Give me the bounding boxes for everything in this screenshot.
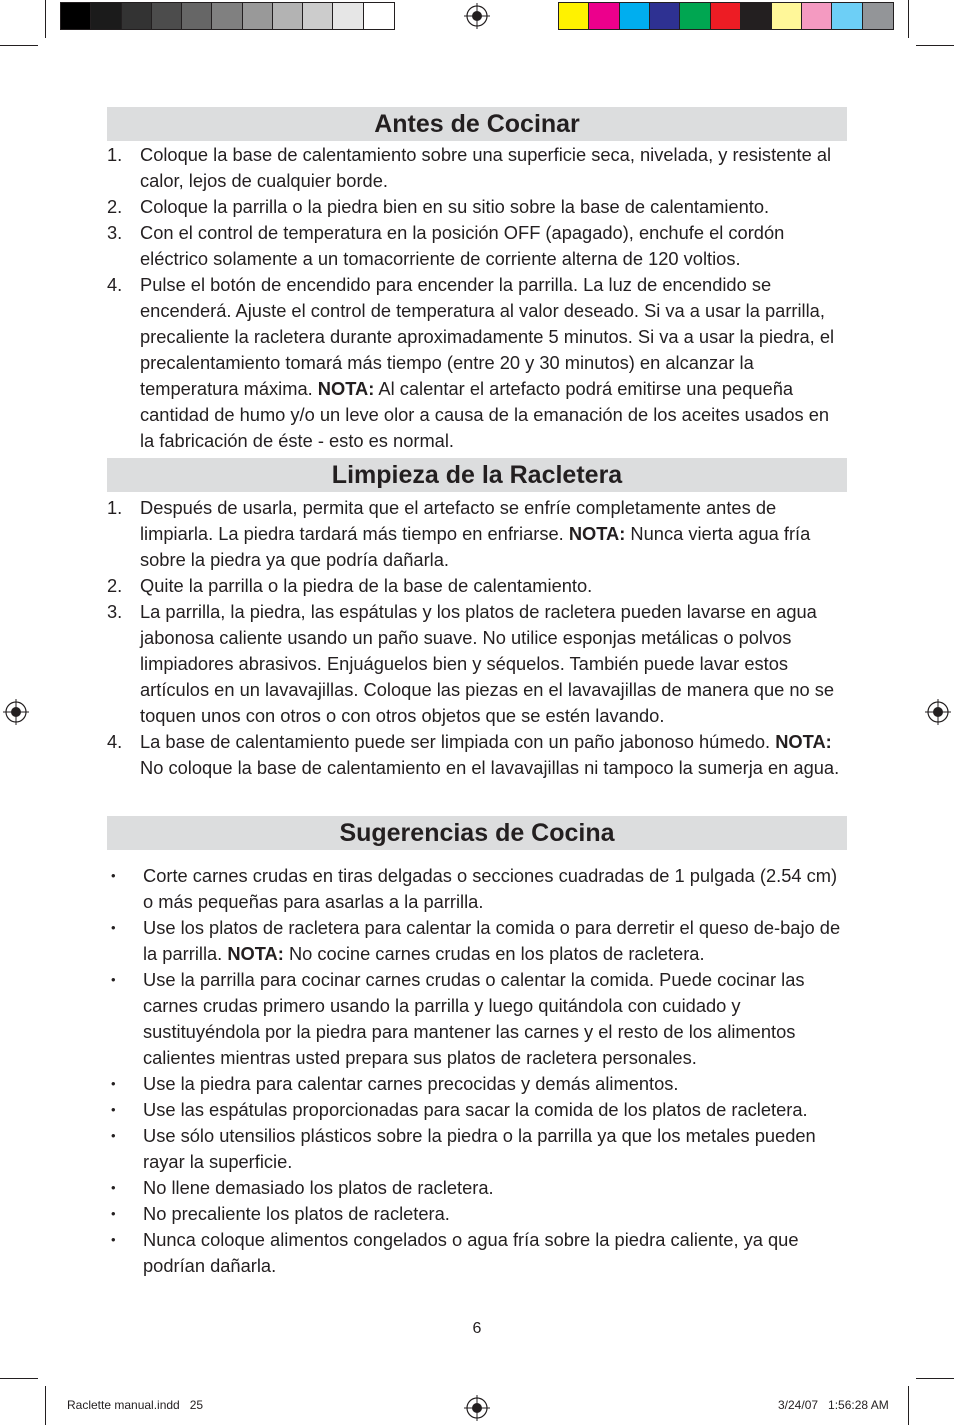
crop-mark: [916, 1378, 954, 1379]
color-swatch: [589, 3, 619, 29]
crop-mark: [45, 1386, 46, 1425]
list-item: [107, 194, 847, 220]
color-swatch: [333, 3, 363, 29]
color-swatch: [832, 3, 862, 29]
bullet-icon: •: [111, 1128, 116, 1143]
list-item: [107, 495, 847, 573]
item-number: 3.: [107, 601, 123, 622]
item-text: No cocine carnes crudas en los platos de racletera.: [283, 943, 705, 964]
item-text: Nunca coloque alimentos congelados o agua fría sobre la piedra caliente, ya que podrían dañarla.: [143, 1229, 799, 1276]
list-item: [107, 599, 847, 729]
grayscale-color-bar: [60, 2, 395, 30]
list-item: [107, 220, 847, 272]
color-swatch: [741, 3, 771, 29]
item-text: Coloque la base de calentamiento sobre una superficie seca, nivelada, y resistente al calor, lejos de cualquier borde.: [140, 144, 832, 191]
crop-mark: [0, 1378, 38, 1379]
list-item: [107, 863, 847, 915]
list-item: [107, 1175, 847, 1201]
section-title-limpieza: Limpieza de la Racletera: [107, 458, 847, 492]
item-text: Quite la parrilla o la piedra de la base de calentamiento.: [140, 575, 593, 596]
bullet-icon: •: [111, 868, 116, 883]
item-text: La parrilla, la piedra, las espátulas y los platos de racletera pueden lavarse en agua jabonosa caliente usando un paño suave. No utilice esponjas metálicas o polvos limpiadores abrasivos. Enjuáguelos bien y séquelos. También puede lavar estos artículos en un lavavajillas. Coloque las piezas en el lavavajillas de manera que no se toquen unos con otros o con otros objetos que se estén lavando.: [140, 601, 835, 726]
list-item: [107, 1071, 847, 1097]
item-text: Use la parrilla para cocinar carnes crudas o calentar la comida. Puede cocinar las carnes crudas primero usando la parrilla y luego quitándola con cuidado y sustituyéndola por la piedra para mantener las carnes y el resto de los alimentos calientes mientras usted prepara sus platos de racletera personales.: [143, 969, 805, 1068]
item-text: Después de usarla, permita que el artefacto se enfríe completamente antes de limpiarla. La piedra tardará más tiempo en enfriarse.: [140, 497, 777, 544]
registration-mark-icon: [464, 3, 490, 29]
item-text: Use la piedra para calentar carnes precocidas y demás alimentos.: [143, 1073, 679, 1094]
color-swatch: [863, 3, 893, 29]
color-swatch: [650, 3, 680, 29]
color-swatch: [212, 3, 242, 29]
item-text: No precaliente los platos de racletera.: [143, 1203, 450, 1224]
color-swatch: [772, 3, 802, 29]
note-label: NOTA:: [568, 523, 626, 544]
registration-mark-icon: [925, 699, 951, 725]
crop-mark: [45, 0, 46, 38]
list-item: [107, 729, 847, 781]
item-number: 3.: [107, 222, 123, 243]
bullet-icon: •: [111, 1102, 116, 1117]
item-text: Use sólo utensilios plásticos sobre la piedra o la parrilla ya que los metales pueden rayar la superficie.: [143, 1125, 816, 1172]
color-swatch: [559, 3, 589, 29]
list-item: [107, 272, 847, 454]
registration-mark-icon: [464, 1395, 490, 1421]
crop-mark: [908, 1386, 909, 1425]
item-number: 1.: [107, 497, 123, 518]
list-item: [107, 1201, 847, 1227]
color-swatch: [152, 3, 182, 29]
item-text: No coloque la base de calentamiento en el lavavajillas ni tampoco la sumerja en agua.: [140, 757, 840, 778]
item-text: Nunca vierta agua fría sobre la piedra ya que podría dañarla.: [140, 523, 811, 570]
note-label: NOTA:: [227, 943, 284, 964]
bullet-icon: •: [111, 1076, 116, 1091]
item-text: Pulse el botón de encendido para encender la parrilla. La luz de encendido se encenderá. Ajuste el control de temperatura al valor deseado. Si va a usar la parrilla, precaliente la racletera durante aproximadamente 5 minutos. Si va a usar la piedra, el precalentamiento tomará más tiempo (entre 20 y 30 minutos) en alcanzar la temperatura máxima.: [140, 274, 835, 399]
item-text: Corte carnes crudas en tiras delgadas o secciones cuadradas de 1 pulgada (2.54 cm) o más pequeñas para asarlas a la parrilla.: [143, 865, 838, 912]
list-item: [107, 142, 847, 194]
item-text: Con el control de temperatura en la posición OFF (apagado), enchufe el cordón eléctrico solamente a un tomacorriente de corriente alterna de 120 voltios.: [140, 222, 785, 269]
color-swatch: [802, 3, 832, 29]
item-text: Al calentar el artefacto podrá emitirse una pequeña cantidad de humo y/o un leve olor a causa de la emanación de los aceites usados en la fabricación de éste - esto es normal.: [140, 378, 830, 451]
color-swatch: [680, 3, 710, 29]
list-item: [107, 1097, 847, 1123]
list-item: [107, 573, 847, 599]
registration-mark-icon: [3, 699, 29, 725]
item-number: 2.: [107, 575, 123, 596]
color-swatch: [711, 3, 741, 29]
bullet-icon: •: [111, 1232, 116, 1247]
note-label: NOTA:: [317, 378, 375, 399]
item-number: 2.: [107, 196, 123, 217]
slug-timestamp: 3/24/07 1:56:28 AM: [778, 1398, 889, 1412]
color-swatch: [273, 3, 303, 29]
item-number: 4.: [107, 274, 123, 295]
list-item: [107, 1123, 847, 1175]
list-item: [107, 1227, 847, 1279]
color-swatch: [91, 3, 121, 29]
color-swatch: [182, 3, 212, 29]
bullet-icon: •: [111, 1206, 116, 1221]
item-text: No llene demasiado los platos de racletera.: [143, 1177, 494, 1198]
item-text: Use las espátulas proporcionadas para sacar la comida de los platos de racletera.: [143, 1099, 808, 1120]
color-swatch: [122, 3, 152, 29]
slug-filename: Raclette manual.indd 25: [67, 1398, 204, 1412]
bullet-icon: •: [111, 1180, 116, 1195]
list-item: [107, 915, 847, 967]
section-title-sugerencias: Sugerencias de Cocina: [107, 816, 847, 850]
color-swatch: [243, 3, 273, 29]
item-text: La base de calentamiento puede ser limpiada con un paño jabonoso húmedo.: [140, 731, 776, 752]
bullet-icon: •: [111, 920, 116, 935]
crop-mark: [908, 0, 909, 38]
list-item: [107, 967, 847, 1071]
item-text: Use los platos de racletera para calentar la comida o para derretir el queso de-bajo de la parrilla.: [143, 917, 841, 964]
sugerencias-list: [107, 863, 847, 1279]
item-number: 4.: [107, 731, 123, 752]
page-number: 6: [472, 1320, 482, 1337]
limpieza-list: [107, 495, 847, 781]
section-title-antes: Antes de Cocinar: [107, 107, 847, 141]
antes-list: [107, 142, 847, 454]
crop-mark: [916, 45, 954, 46]
color-swatch: [61, 3, 91, 29]
note-label: NOTA:: [775, 731, 832, 752]
process-color-bar: [558, 2, 894, 30]
item-number: 1.: [107, 144, 123, 165]
color-swatch: [303, 3, 333, 29]
color-swatch: [620, 3, 650, 29]
color-swatch: [364, 3, 394, 29]
item-text: Coloque la parrilla o la piedra bien en su sitio sobre la base de calentamiento.: [140, 196, 770, 217]
crop-mark: [0, 45, 38, 46]
bullet-icon: •: [111, 972, 116, 987]
